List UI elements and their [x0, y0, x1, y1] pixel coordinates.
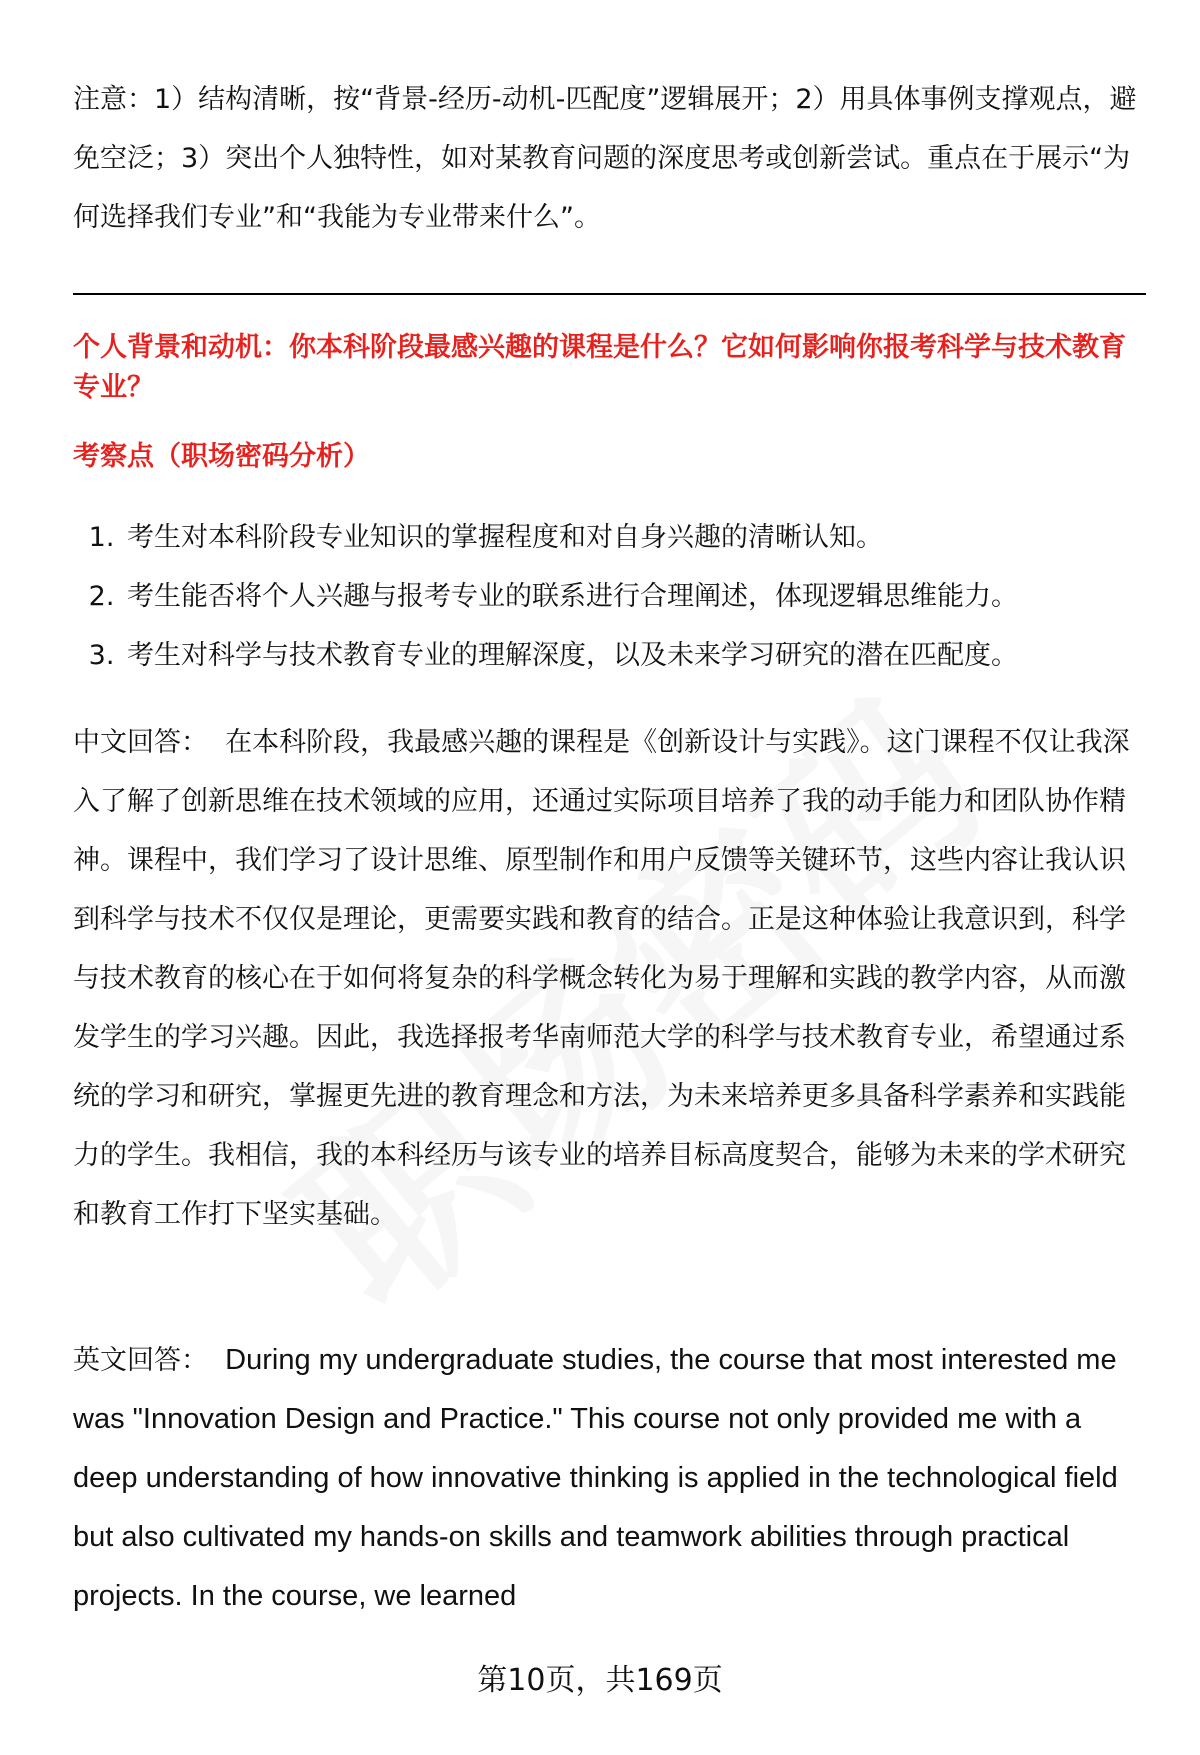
list-item: 3. 考生对科学与技术教育专业的理解深度，以及未来学习研究的潜在匹配度。 — [123, 626, 1148, 685]
english-answer — [73, 1331, 1148, 1626]
points-list — [73, 508, 1148, 685]
page-footer: 第10页，共169页 — [477, 1663, 723, 1698]
chinese-answer-label: 中文回答： — [73, 727, 208, 758]
chinese-answer — [73, 713, 1148, 1244]
list-item: 1. 考生对本科阶段专业知识的掌握程度和对自身兴趣的清晰认知。 — [123, 508, 1148, 567]
divider — [73, 293, 1146, 295]
chinese-answer-text: 在本科阶段，我最感兴趣的课程是《创新设计与实践》。这门课程不仅让我深入了解了创新思维在技术领域的应用，还通过实际项目培养了我的动手能力和团队协作精神。课程中，我们学习了设计思维、原型制作和用户反馈等关键环节，这些内容让我认识到科学与技术不仅仅是理论，更需要实践和教育的结合。正是这种体验让我意识到，科学与技术教育的核心在于如何将复杂的科学概念转化为易于理解和实践的教学内容，从而激发学生的学习兴趣。因此，我选择报考华南师范大学的科学与技术教育专业，希望通过系统的学习和研究，掌握更先进的教育理念和方法，为未来培养更多具备科学素养和实践能力的学生。我相信，我的本科经历与该专业的培养目标高度契合，能够为未来的学术研究和教育工作打下坚实基础。 — [73, 727, 1130, 1230]
english-answer-text: During my undergraduate studies, the course that most interested me was "Innovation Design and Practice." This course not only provided me with a deep understanding of how innovative thinking is applied in the technological field but also cultivated my hands-on skills and teamwork abilities through practical projects. In the course, we learned — [73, 1344, 1118, 1612]
list-item: 2. 考生能否将个人兴趣与报考专业的联系进行合理阐述，体现逻辑思维能力。 — [123, 567, 1148, 626]
points-title: 考察点（职场密码分析） — [73, 441, 370, 472]
note-paragraph: 注意：1）结构清晰，按“背景-经历-动机-匹配度”逻辑展开；2）用具体事例支撑观点，避免空泛；3）突出个人独特性，如对某教育问题的深度思考或创新尝试。重点在于展示“为何选择我们专业”和“我能为专业带来什么”。 — [73, 84, 1137, 233]
english-answer-label: 英文回答： — [73, 1345, 208, 1376]
question-heading: 个人背景和动机：你本科阶段最感兴趣的课程是什么？它如何影响你报考科学与技术教育专业？ — [73, 332, 1126, 403]
